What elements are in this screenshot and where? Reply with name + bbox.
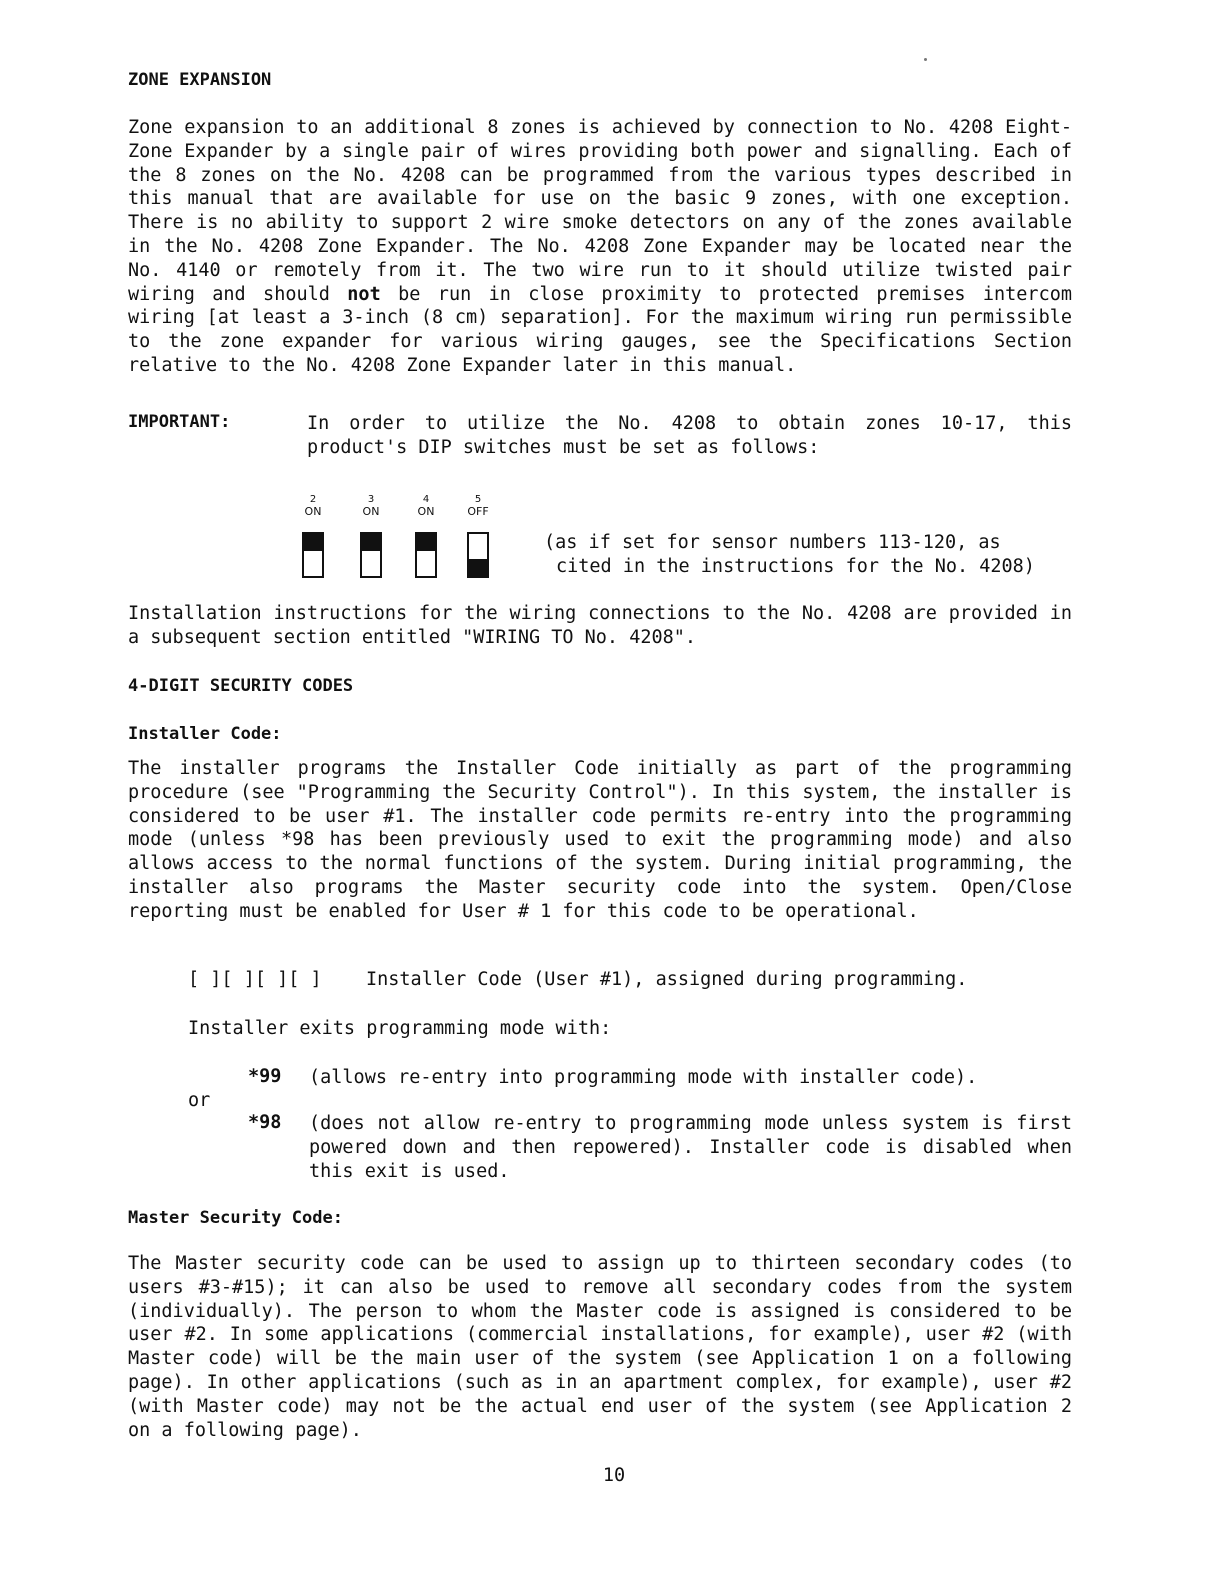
dip-switch-5 bbox=[465, 494, 491, 578]
dip-switch-4 bbox=[413, 494, 439, 578]
dip-switch-graphic bbox=[302, 532, 324, 578]
dip-switch-state: ON bbox=[417, 505, 435, 518]
emphasis-not: not bbox=[347, 283, 381, 305]
dip-switch-number: 4 bbox=[422, 494, 430, 505]
exit-code-98-description: (does not allow re-entry to programming mode unless system is first powered down and then repowered). Installer code is disabled when this exit is used. bbox=[309, 1113, 1072, 1182]
master-code-paragraph: The Master security code can be used to assign up to thirteen secondary codes (to users #3-#15); it can also be used to remove all secondary codes from the system (individually). The person to whom the Master code is assigned is considered to be user #2. In some applications (commercial installations, for example), user #2 (with Master code) will be the main user of the system (see Application 1 on a following page). In other applications (such as in an apartment complex, for example), user #2 (with Master code) may not be the actual end user of the system (see Application 2 on a following page). bbox=[128, 1253, 1072, 1441]
security-codes-heading: 4-DIGIT SECURITY CODES bbox=[128, 676, 354, 696]
dip-switch-state: ON bbox=[304, 505, 322, 518]
dip-switch-graphic bbox=[360, 532, 382, 578]
installer-code-description: Installer Code (User #1), assigned during programming. bbox=[366, 969, 968, 990]
zone-expansion-heading: ZONE EXPANSION bbox=[128, 70, 272, 90]
exit-code-99-description: (allows re-entry into programming mode with installer code). bbox=[309, 1067, 978, 1088]
dip-switch-number: 2 bbox=[309, 494, 317, 505]
exit-instruction: Installer exits programming mode with: bbox=[188, 1018, 612, 1039]
installer-code-heading: Installer Code: bbox=[128, 724, 282, 744]
dip-switch-graphic bbox=[467, 532, 489, 578]
dip-switch-graphic bbox=[415, 532, 437, 578]
installer-code-paragraph: The installer programs the Installer Code initially as part of the programming procedure (see "Programming the Security Control"). In this system, the installer is considered to be user #1. The installer code permits re-entry into the programming mode (unless *98 has been previously used to exit the programming mode) and also allows access to the normal functions of the system. During initial programming, the installer also programs the Master security code into the system. Open/Close reporting must be enabled for User # 1 for this code to be operational. bbox=[128, 758, 1072, 922]
page-number: 10 bbox=[602, 1465, 626, 1486]
installation-paragraph: Installation instructions for the wiring connections to the No. 4208 are provided in a subsequent section entitled "WIRING TO No. 4208". bbox=[128, 603, 1072, 648]
dip-switch-number: 5 bbox=[474, 494, 482, 505]
important-text: In order to utilize the No. 4208 to obtain zones 10-17, this product's DIP switches must be set as follows: bbox=[307, 413, 1072, 458]
important-label: IMPORTANT: bbox=[128, 412, 231, 432]
dip-switch-state: ON bbox=[362, 505, 380, 518]
exit-code-99: *99 bbox=[248, 1066, 282, 1087]
code-digit-boxes: [ ][ ][ ][ ] bbox=[188, 969, 322, 990]
exit-code-98: *98 bbox=[248, 1112, 282, 1133]
zone-expansion-paragraph: Zone expansion to an additional 8 zones is achieved by connection to No. 4208 Eight-Zone Expander by a single pair of wires providing both power and signalling. Each of the 8 zones on the No. 4208 can be programmed from the various types described in this manual that are available for use on the basic 9 zones, with one exception. There is no ability to support 2 wire smoke detectors on any of the zones available in the No. 4208 Zone Expander. The No. 4208 Zone Expander may be located near the No. 4140 or remotely from it. The two wire run to it should utilize twisted pair wiring and should not be run in close proximity to protected premises intercom wiring [at least a 3-inch (8 cm) separation]. For the maximum wiring run permissible to the zone expander for various wiring gauges, see the Specifications Section relative to the No. 4208 Zone Expander later in this manual. bbox=[128, 117, 1072, 376]
installer-code-entry bbox=[188, 969, 967, 990]
dip-switch-number: 3 bbox=[367, 494, 375, 505]
dip-switch-2 bbox=[300, 494, 326, 578]
master-code-heading: Master Security Code: bbox=[128, 1208, 343, 1228]
or-separator: or bbox=[188, 1090, 211, 1111]
dip-switch-caption: (as if set for sensor numbers 113-120, as cited in the instructions for the No. 4208) bbox=[544, 532, 1035, 577]
scan-speck bbox=[924, 58, 927, 61]
dip-switch-3 bbox=[358, 494, 384, 578]
dip-switch-state: OFF bbox=[467, 505, 489, 518]
